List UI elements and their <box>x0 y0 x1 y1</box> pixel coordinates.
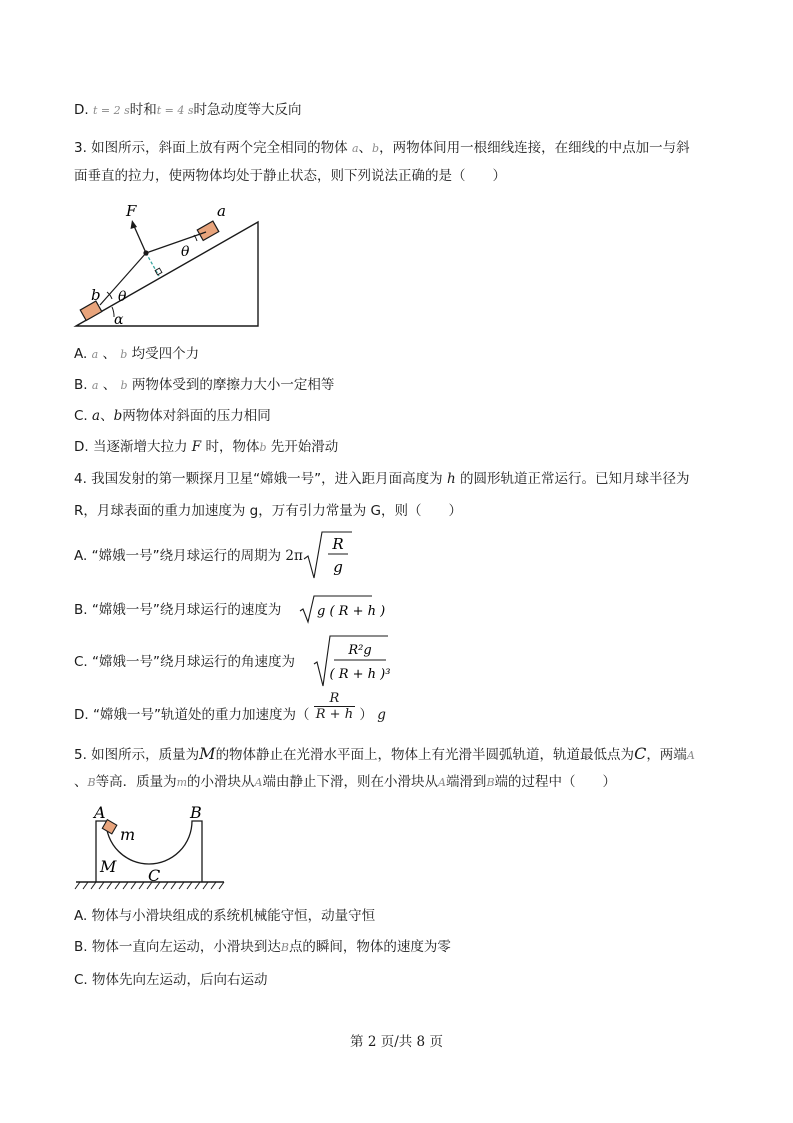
q4-stem-line-1: 4. 我国发射的第一颗探月卫星“嫦娥一号”，进入距月面高度为 h 的圆形轨道正常运行。已知月球半径为 <box>74 471 690 487</box>
q5-option-b: B. 物体一直向左运动，小滑块到达B点的瞬间，物体的速度为零 <box>74 939 451 955</box>
label-F: F <box>126 202 137 220</box>
q4-option-d: D. “嫦娥一号”轨道处的重力加速度为（ $\frac{R}{R + h}$ ） g <box>74 690 386 723</box>
svg-text:( R + h )³: ( R + h )³ <box>329 667 391 682</box>
q4-option-b: B. “嫦娥一号”绕月球运行的速度为 <box>74 602 282 618</box>
q5-option-a: A. 物体与小滑块组成的系统机械能守恒，动量守恒 <box>74 908 376 924</box>
incline-triangle <box>76 222 258 326</box>
q5-halfpipe-figure <box>72 800 232 900</box>
q3-option-b: B. a 、 b 两物体受到的摩擦力大小一定相等 <box>74 377 335 393</box>
block-b <box>80 301 102 320</box>
q4-option-a-sqrt-fraction <box>304 530 354 580</box>
q5-option-c: C. 物体先向左运动，后向右运动 <box>74 972 268 988</box>
q3-option-c: C. a、b两物体对斜面的压力相同 <box>74 408 271 424</box>
q4-option-a: A. “嫦娥一号”绕月球运行的周期为 2π <box>74 548 303 564</box>
label-B: B <box>190 803 202 822</box>
q4-option-d-fraction: $\frac{R}{R + h}$ <box>315 690 354 722</box>
svg-text:g ( R + h ): g ( R + h ) <box>317 604 386 619</box>
force-arrow <box>134 226 146 253</box>
q4-stem-line-2: R，月球表面的重力加速度为 g，万有引力常量为 G，则（ ） <box>74 503 462 519</box>
perpendicular-dashed-line <box>146 253 159 276</box>
svg-text:R²g: R²g <box>348 643 372 658</box>
page-footer: 第 2 页/共 8 页 <box>350 1034 443 1050</box>
label-A: A <box>94 803 106 822</box>
label-C: C <box>148 866 161 885</box>
q4-option-b-sqrt <box>300 594 386 624</box>
right-angle-mark <box>155 268 162 275</box>
q3-incline-figure <box>70 196 270 336</box>
force-arrowhead <box>131 220 138 229</box>
q3-stem-line-1: 3. 如图所示，斜面上放有两个完全相同的物体 a、b，两物体间用一根细线连接，在细线的中点加一与斜 <box>74 140 690 156</box>
q4-option-c: C. “嫦娥一号”绕月球运行的角速度为 <box>74 654 295 670</box>
label-m: m <box>120 825 136 844</box>
svg-text:R: R <box>332 535 344 553</box>
label-b: b <box>91 286 101 304</box>
q3-option-d: D. 当逐渐增大拉力 F 时，物体b 先开始滑动 <box>74 439 339 455</box>
q4-option-c-sqrt-fraction <box>314 634 394 688</box>
label-theta-right: θ <box>181 244 190 260</box>
block-a <box>197 221 219 240</box>
q3-stem-line-2: 面垂直的拉力，使两物体均处于静止状态，则下列说法正确的是（ ） <box>74 168 506 184</box>
svg-text:g: g <box>333 558 343 576</box>
q5-stem-line-1: 5. 如图所示，质量为M的物体静止在光滑水平面上，物体上有光滑半圆弧轨道，轨道最低点为C，两端A <box>74 744 695 763</box>
q5-stem-line-2: 、B等高．质量为m的小滑块从A端由静止下滑，则在小滑块从A端滑到B端的过程中（ ） <box>74 774 617 790</box>
label-theta-left: θ <box>118 289 127 305</box>
string-right <box>146 232 206 253</box>
label-M: M <box>100 857 117 876</box>
q2-option-d: D. t = 2 s时和t = 4 s时急动度等大反向 <box>74 102 302 118</box>
q3-option-a: A. a 、 b 均受四个力 <box>74 346 200 362</box>
label-a: a <box>217 202 226 220</box>
label-alpha: α <box>114 312 124 328</box>
